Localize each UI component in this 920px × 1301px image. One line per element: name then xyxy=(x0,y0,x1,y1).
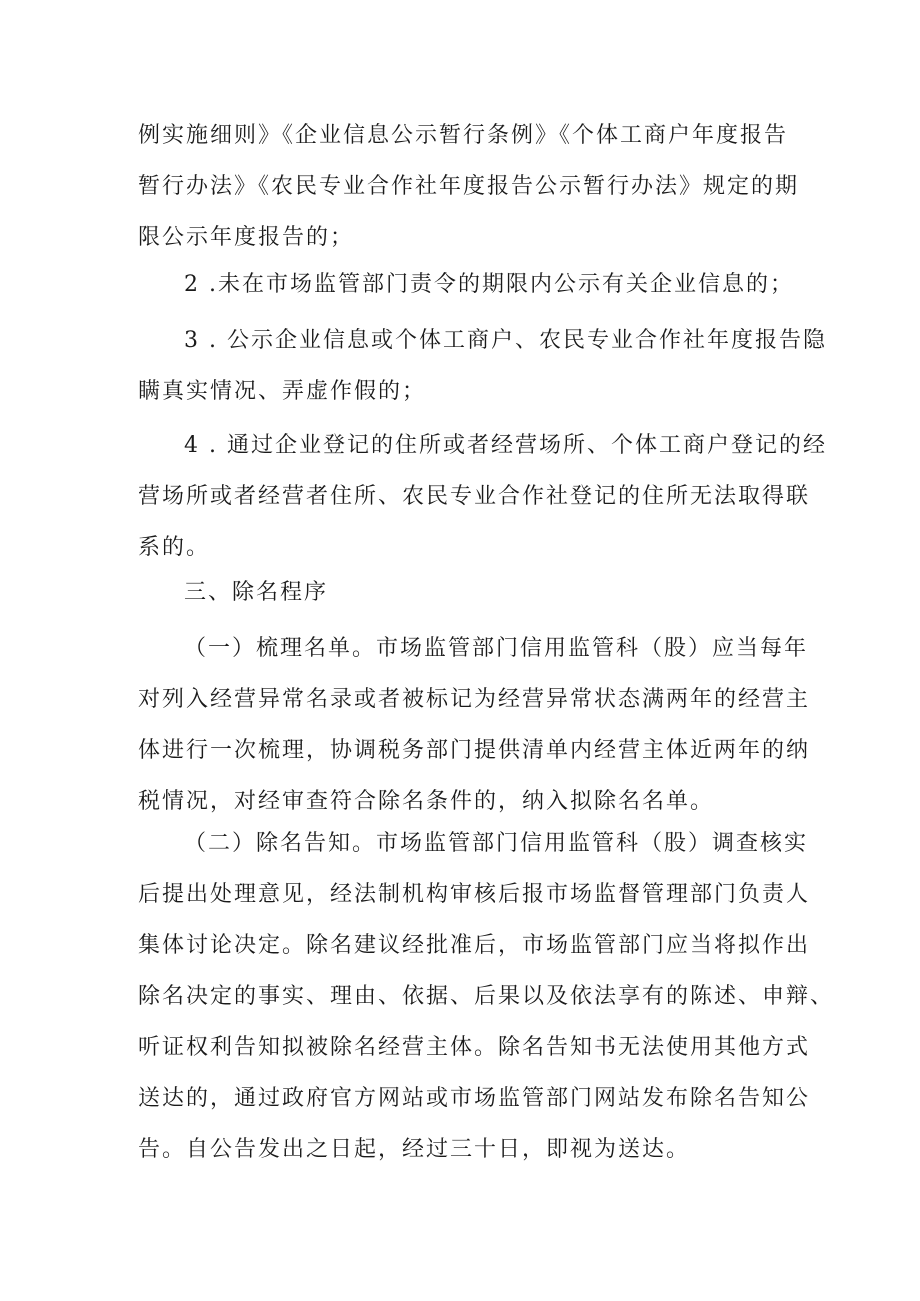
text-line: 限公示年度报告的； xyxy=(138,225,355,250)
paragraph-criteria-4 xyxy=(138,420,827,573)
paragraph-criteria-2 xyxy=(138,259,800,310)
text-line: 营场所或者经营者住所、农民专业合作社登记的住所无法取得联 xyxy=(138,484,811,509)
section-heading-removal-procedure xyxy=(138,567,800,618)
text-line: 3 . 公示企业信息或个体工商户、农民专业合作社年度报告隐 xyxy=(184,328,827,353)
text-line: 后提出处理意见，经法制机构审核后报市场监督管理部门负责人 xyxy=(138,882,811,907)
section-heading: 三、除名程序 xyxy=(184,580,329,605)
text-line: （二）除名告知。市场监管部门信用监管科（股）调查核实 xyxy=(184,831,809,856)
text-line: 瞒真实情况、弄虚作假的； xyxy=(138,379,427,404)
text-line: 税情况，对经审查符合除名条件的，纳入拟除名名单。 xyxy=(138,789,715,814)
text-line: 4 . 通过企业登记的住所或者经营场所、个体工商户登记的经 xyxy=(184,433,827,458)
text-line: 听证权利告知拟被除名经营主体。除名告知书无法使用其他方式 xyxy=(138,1035,811,1060)
text-line: 集体讨论决定。除名建议经批准后，市场监管部门应当将拟作出 xyxy=(138,933,811,958)
paragraph-criteria-3 xyxy=(138,315,827,417)
text-line: （一）梳理名单。市场监管部门信用监管科（股）应当每年 xyxy=(184,636,809,661)
text-line: 送达的，通过政府官方网站或市场监管部门网站发布除名告知公 xyxy=(138,1086,811,1111)
paragraph-step-1 xyxy=(138,623,811,827)
text-line: 对列入经营异常名录或者被标记为经营异常状态满两年的经营主 xyxy=(138,687,811,712)
text-line: 告。自公告发出之日起，经过三十日，即视为送达。 xyxy=(138,1137,691,1162)
text-line: 2 .未在市场监管部门责令的期限内公示有关企业信息的； xyxy=(184,272,794,297)
text-line: 例实施细则》《企业信息公示暂行条例》《个体工商户年度报告 xyxy=(138,123,789,148)
text-line: 体进行一次梳理，协调税务部门提供清单内经营主体近两年的纳 xyxy=(138,738,811,763)
text-line: 除名决定的事实、理由、依据、后果以及依法享有的陈述、申辩、 xyxy=(138,984,835,1009)
paragraph-step-2 xyxy=(138,818,835,1175)
paragraph-criteria-1-continued xyxy=(138,110,800,263)
text-line: 暂行办法》《农民专业合作社年度报告公示暂行办法》规定的期 xyxy=(138,174,800,199)
text-line: 系的。 xyxy=(138,535,211,560)
